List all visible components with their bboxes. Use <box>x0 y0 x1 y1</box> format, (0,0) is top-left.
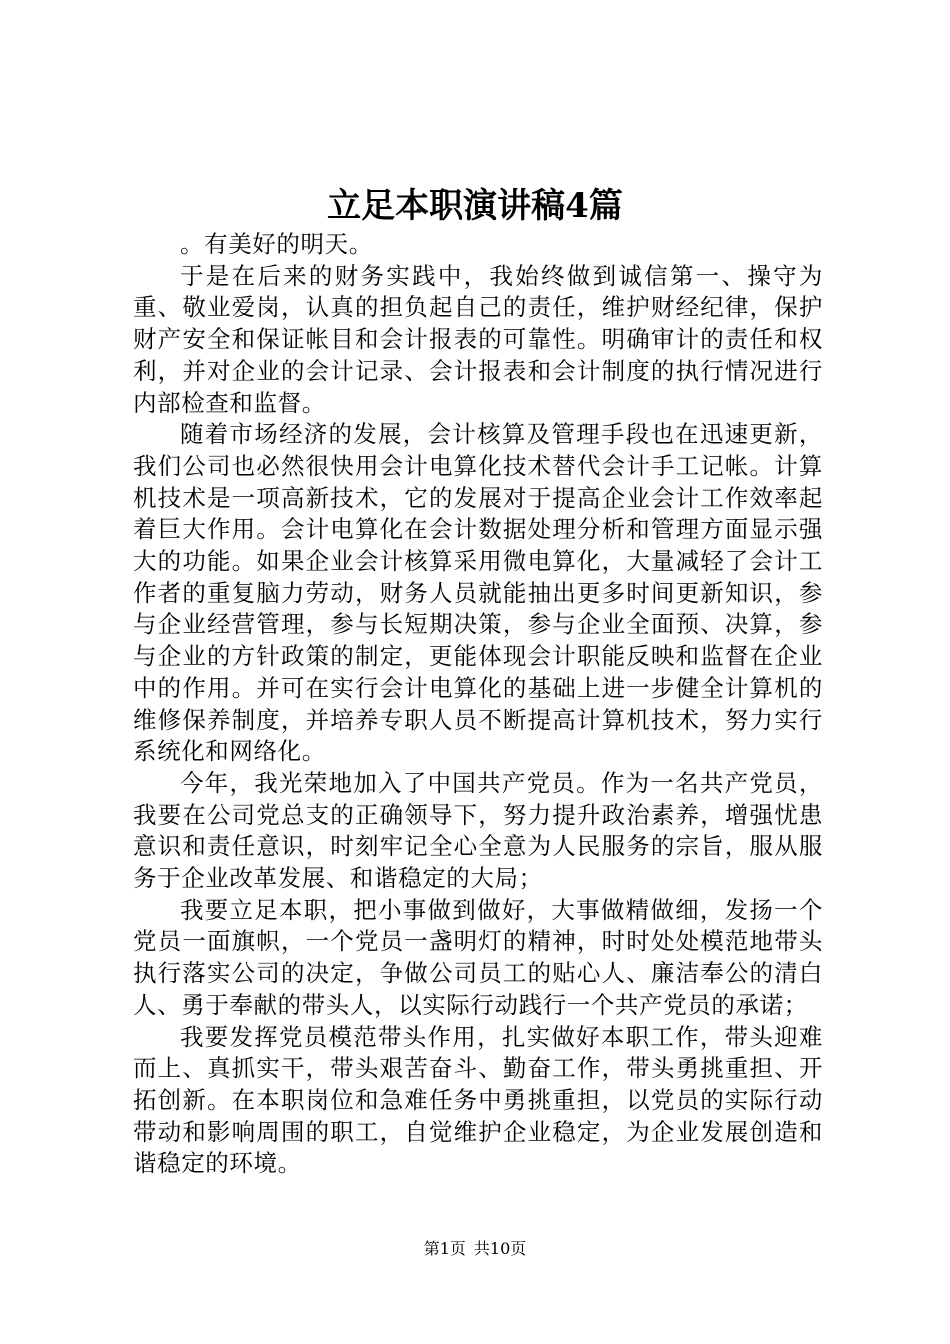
paragraph: 于是在后来的财务实践中，我始终做到诚信第一、操守为重、敬业爱岗，认真的担负起自己的责任，维护财经纪律，保护财产安全和保证帐目和会计报表的可靠性。明确审计的责任和权利，并对企业的会计记录、会计报表和会计制度的执行情况进行内部检查和监督。 <box>133 261 823 417</box>
paragraph: 。有美好的明天。 <box>180 230 373 258</box>
paragraph: 随着市场经济的发展，会计核算及管理手段也在迅速更新，我们公司也必然很快用会计电算化技术替代会计手工记帐。计算机技术是一项高新技术，它的发展对于提高企业会计工作效率起着巨大作用。会计电算化在会计数据处理分析和管理方面显示强大的功能。如果企业会计核算采用微电算化，大量减轻了会计工作者的重复脑力劳动，财务人员就能抽出更多时间更新知识，参与企业经营管理，参与长短期决策，参与企业全面预、决算，参与企业的方针政策的制定，更能体现会计职能反映和监督在企业中的作用。并可在实行会计电算化的基础上进一步健全计算机的维修保养制度，并培养专职人员不断提高计算机技术，努力实行系统化和网络化。 <box>133 420 823 766</box>
paragraph: 我要立足本职，把小事做到做好，大事做精做细，发扬一个党员一面旗帜，一个党员一盏明灯的精神，时时处处模范地带头执行落实公司的决定，争做公司员工的贴心人、廉洁奉公的清白人、勇于奉献的带头人，以实际行动践行一个共产党员的承诺； <box>133 895 823 1019</box>
page-number: 第1页 <box>423 1239 466 1258</box>
document-body <box>133 229 823 1180</box>
paragraph: 今年，我光荣地加入了中国共产党员。作为一名共产党员，我要在公司党总支的正确领导下，努力提升政治素养，增强忧患意识和责任意识，时刻牢记全心全意为人民服务的宗旨，服从服务于企业改革发展、和谐稳定的大局； <box>133 768 823 893</box>
page-total: 共10页 <box>473 1239 527 1258</box>
document-title: 立足本职演讲稿4篇 <box>327 186 623 226</box>
page-footer <box>0 1238 950 1260</box>
paragraph: 我要发挥党员模范带头作用，扎实做好本职工作，带头迎难而上、真抓实干，带头艰苦奋斗、勤奋工作，带头勇挑重担、开拓创新。在本职岗位和急难任务中勇挑重担，以党员的实际行动带动和影响周围的职工，自觉维护企业稳定，为企业发展创造和谐稳定的环境。 <box>133 1022 823 1178</box>
